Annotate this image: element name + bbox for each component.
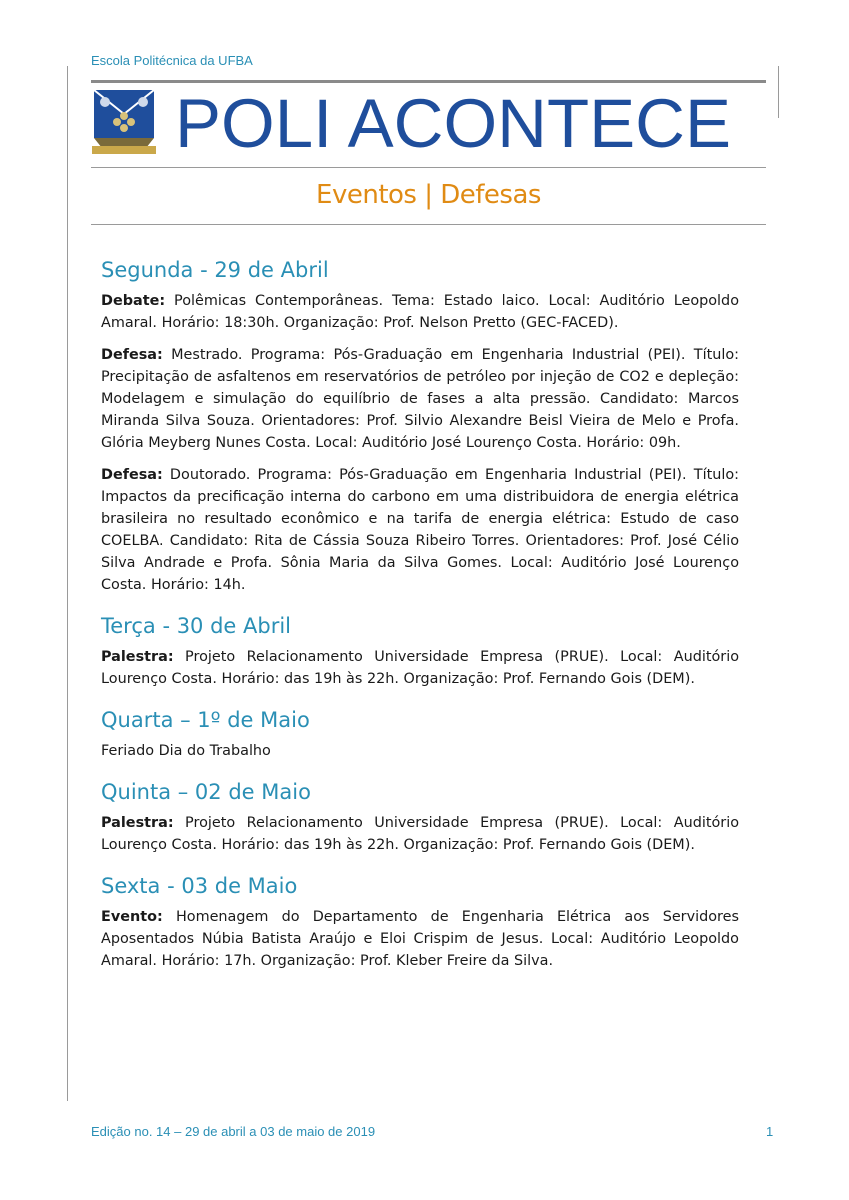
event-text: Projeto Relacionamento Universidade Empresa (PRUE). Local: Auditório Lourenço Costa. Horário: das 19h às 22h. Organização: Prof. Fernando Gois (DEM). (101, 649, 739, 687)
event-entry (101, 646, 739, 690)
frame-right-rule (778, 66, 779, 118)
event-text: Homenagem do Departamento de Engenharia Elétrica aos Servidores Aposentados Núbia Batista Araújo e Eloi Crispim de Jesus. Local: Auditório Leopoldo Amaral. Horário: 17h. Organização: Prof. Kleber Freire da Silva. (101, 909, 739, 969)
day-block (101, 256, 739, 596)
edition-info: Edição no. 14 – 29 de abril a 03 de maio de 2019 (91, 1124, 376, 1139)
event-text: Doutorado. Programa: Pós-Graduação em Engenharia Industrial (PEI). Título: Impactos da precificação interna do carbono em uma distribuidora de energia elétrica brasileira no resultado econômico e na tarifa de energia elétrica: Estudo de caso COELBA. Candidato: Rita de Cássia Souza Ribeiro Torres. Orientadores: Prof. José Célio Silva Andrade e Profa. Sônia Maria da Silva Gomes. Local: Auditório José Lourenço Costa. Horário: 14h. (101, 467, 739, 593)
event-label: Evento: (101, 909, 163, 925)
events-list (101, 256, 739, 988)
event-text: Projeto Relacionamento Universidade Empresa (PRUE). Local: Auditório Lourenço Costa. Horário: das 19h às 22h. Organização: Prof. Fernando Gois (DEM). (101, 815, 739, 853)
event-entry (101, 290, 739, 334)
day-title: Sexta - 03 de Maio (101, 874, 298, 898)
event-text: Polêmicas Contemporâneas. Tema: Estado laico. Local: Auditório Leopoldo Amaral. Horário: 18:30h. Organização: Prof. Nelson Pretto (GEC-FACED). (101, 293, 739, 331)
day-title: Terça - 30 de Abril (101, 614, 292, 638)
day-block (101, 706, 739, 762)
event-label: Defesa: (101, 347, 163, 363)
event-label: Defesa: (101, 467, 163, 483)
masthead-title: POLI ACONTECE (175, 85, 731, 162)
section-title: Eventos | Defesas (316, 180, 541, 210)
event-text: Feriado Dia do Trabalho (101, 743, 271, 759)
event-entry (101, 906, 739, 972)
school-name: Escola Politécnica da UFBA (91, 53, 253, 68)
event-label: Debate: (101, 293, 166, 309)
event-label: Palestra: (101, 649, 174, 665)
event-label: Palestra: (101, 815, 174, 831)
page-number: 1 (766, 1124, 774, 1139)
event-entry (101, 464, 739, 596)
ufba-crest-icon (91, 88, 157, 158)
event-entry (101, 344, 739, 454)
section-rule (91, 224, 766, 225)
frame-left-rule (67, 66, 68, 1101)
day-block (101, 778, 739, 856)
masthead-rule (91, 167, 766, 168)
event-text: Mestrado. Programa: Pós-Graduação em Engenharia Industrial (PEI). Título: Precipitação de asfaltenos em reservatórios de petróleo por injeção de CO2 e depleção: Modelagem e simulação do equilíbrio de fases a alta pressão. Candidato: Marcos Miranda Silva Souza. Orientadores: Prof. Silvio Alexandre Beisl Vieira de Melo e Profa. Glória Meyberg Nunes Costa. Local: Auditório José Lourenço Costa. Horário: 09h. (101, 347, 739, 451)
day-title: Quarta – 1º de Maio (101, 708, 310, 732)
event-entry (101, 740, 739, 762)
day-title: Segunda - 29 de Abril (101, 258, 329, 282)
event-entry (101, 812, 739, 856)
day-block (101, 872, 739, 972)
day-block (101, 612, 739, 690)
day-title: Quinta – 02 de Maio (101, 780, 311, 804)
